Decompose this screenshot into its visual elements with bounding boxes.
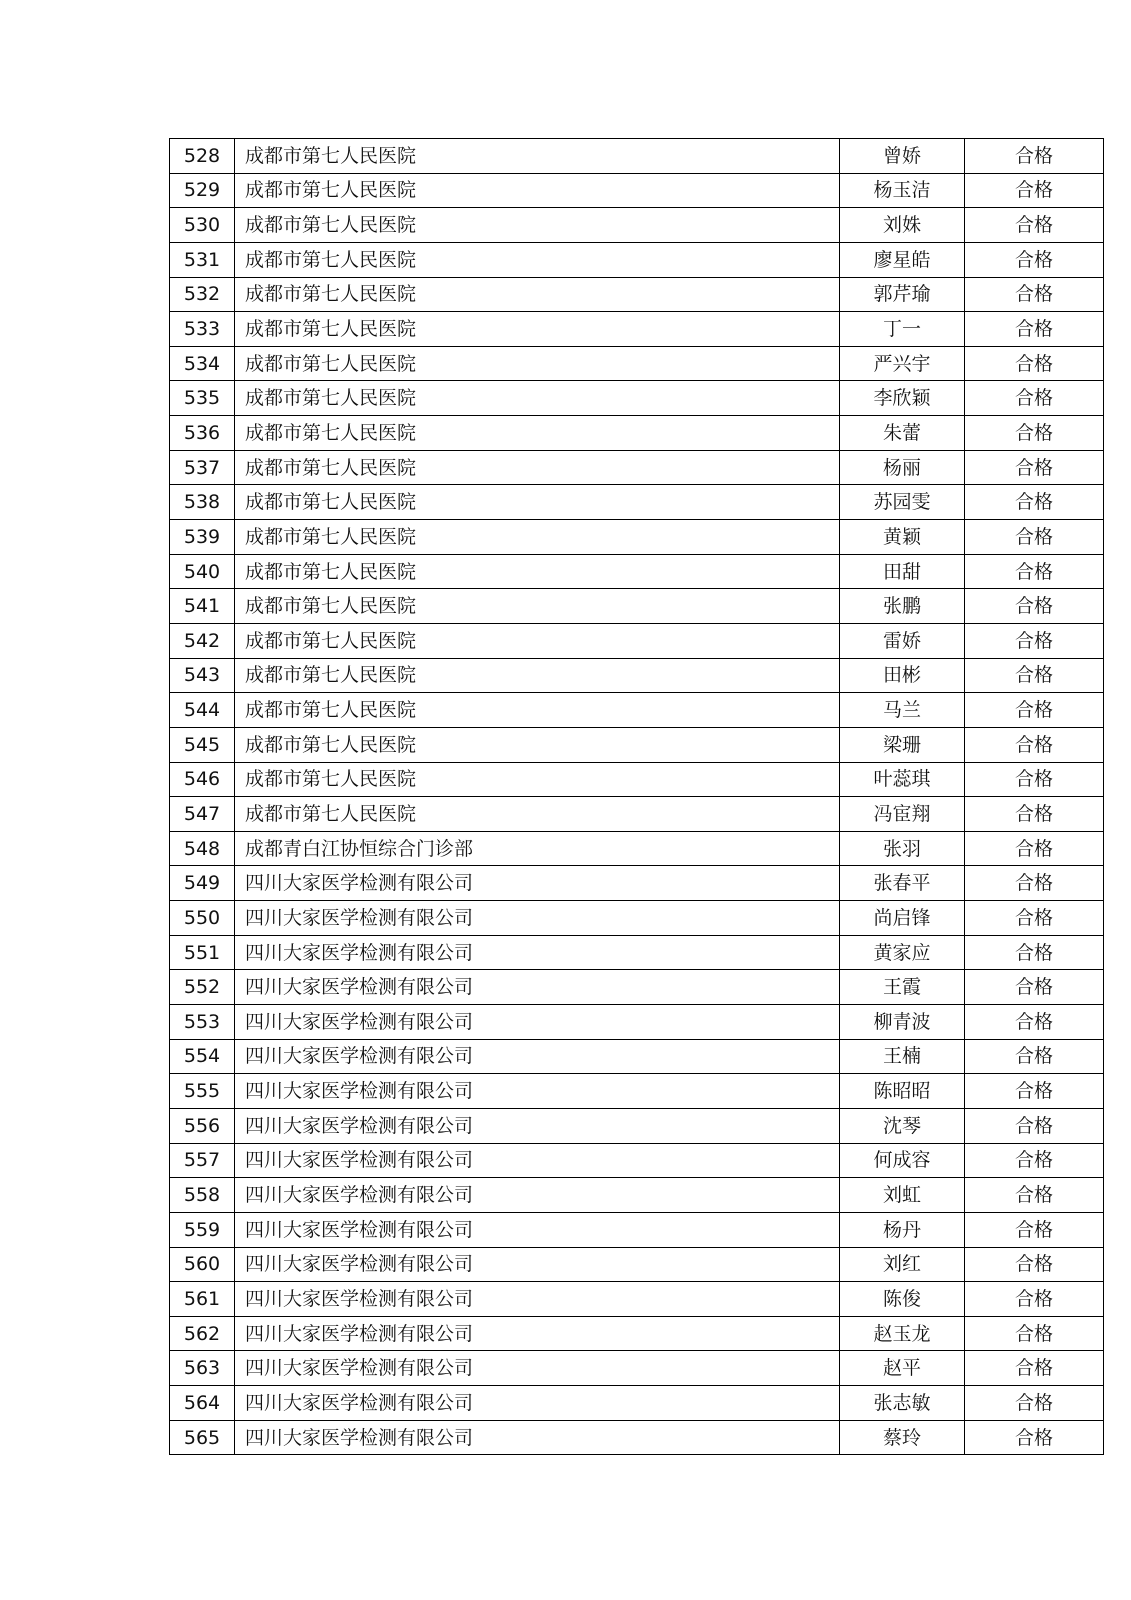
unit-cell: 成都市第七人民医院 — [235, 589, 840, 624]
result-cell: 合格 — [965, 485, 1104, 520]
unit-cell: 成都市第七人民医院 — [235, 208, 840, 243]
row-number-cell: 562 — [170, 1316, 235, 1351]
result-cell: 合格 — [965, 208, 1104, 243]
result-cell: 合格 — [965, 346, 1104, 381]
person-name-cell: 张志敏 — [840, 1386, 965, 1421]
result-cell: 合格 — [965, 277, 1104, 312]
table-row — [170, 1420, 1104, 1455]
unit-cell: 四川大家医学检测有限公司 — [235, 1074, 840, 1109]
table-row — [170, 1316, 1104, 1351]
row-number-cell: 539 — [170, 520, 235, 555]
table-row — [170, 797, 1104, 832]
result-cell: 合格 — [965, 1178, 1104, 1213]
person-name-cell: 赵玉龙 — [840, 1316, 965, 1351]
row-number-cell: 550 — [170, 901, 235, 936]
person-name-cell: 柳青波 — [840, 1005, 965, 1040]
result-cell: 合格 — [965, 589, 1104, 624]
row-number-cell: 552 — [170, 970, 235, 1005]
unit-cell: 四川大家医学检测有限公司 — [235, 1247, 840, 1282]
table-row — [170, 554, 1104, 589]
unit-cell: 四川大家医学检测有限公司 — [235, 901, 840, 936]
table-row — [170, 485, 1104, 520]
table-row — [170, 727, 1104, 762]
row-number-cell: 563 — [170, 1351, 235, 1386]
unit-cell: 成都市第七人民医院 — [235, 762, 840, 797]
person-name-cell: 蔡玲 — [840, 1420, 965, 1455]
row-number-cell: 540 — [170, 554, 235, 589]
result-cell: 合格 — [965, 139, 1104, 174]
row-number-cell: 549 — [170, 866, 235, 901]
unit-cell: 四川大家医学检测有限公司 — [235, 1351, 840, 1386]
person-name-cell: 张鹏 — [840, 589, 965, 624]
result-cell: 合格 — [965, 1108, 1104, 1143]
table-row — [170, 589, 1104, 624]
row-number-cell: 537 — [170, 450, 235, 485]
result-cell: 合格 — [965, 1386, 1104, 1421]
person-name-cell: 张羽 — [840, 831, 965, 866]
person-name-cell: 雷娇 — [840, 623, 965, 658]
person-name-cell: 冯宦翔 — [840, 797, 965, 832]
row-number-cell: 561 — [170, 1282, 235, 1317]
row-number-cell: 532 — [170, 277, 235, 312]
unit-cell: 成都市第七人民医院 — [235, 554, 840, 589]
person-name-cell: 王楠 — [840, 1039, 965, 1074]
person-name-cell: 刘姝 — [840, 208, 965, 243]
row-number-cell: 547 — [170, 797, 235, 832]
person-name-cell: 田彬 — [840, 658, 965, 693]
table-row — [170, 658, 1104, 693]
result-cell: 合格 — [965, 970, 1104, 1005]
result-cell: 合格 — [965, 623, 1104, 658]
row-number-cell: 554 — [170, 1039, 235, 1074]
row-number-cell: 544 — [170, 693, 235, 728]
row-number-cell: 564 — [170, 1386, 235, 1421]
person-name-cell: 郭芹瑜 — [840, 277, 965, 312]
row-number-cell: 545 — [170, 727, 235, 762]
result-cell: 合格 — [965, 866, 1104, 901]
unit-cell: 四川大家医学检测有限公司 — [235, 866, 840, 901]
row-number-cell: 542 — [170, 623, 235, 658]
result-cell: 合格 — [965, 1212, 1104, 1247]
table-row — [170, 242, 1104, 277]
unit-cell: 成都市第七人民医院 — [235, 416, 840, 451]
person-name-cell: 刘虹 — [840, 1178, 965, 1213]
unit-cell: 四川大家医学检测有限公司 — [235, 1386, 840, 1421]
unit-cell: 成都市第七人民医院 — [235, 450, 840, 485]
table-row — [170, 762, 1104, 797]
result-cell: 合格 — [965, 173, 1104, 208]
unit-cell: 成都市第七人民医院 — [235, 727, 840, 762]
unit-cell: 成都市第七人民医院 — [235, 485, 840, 520]
table-row — [170, 1039, 1104, 1074]
table-row — [170, 1143, 1104, 1178]
unit-cell: 成都市第七人民医院 — [235, 623, 840, 658]
table-row — [170, 623, 1104, 658]
table-row — [170, 831, 1104, 866]
person-name-cell: 陈俊 — [840, 1282, 965, 1317]
unit-cell: 成都市第七人民医院 — [235, 658, 840, 693]
person-name-cell: 马兰 — [840, 693, 965, 728]
table-row — [170, 173, 1104, 208]
table-row — [170, 1247, 1104, 1282]
row-number-cell: 556 — [170, 1108, 235, 1143]
results-table — [169, 138, 1104, 1455]
unit-cell: 四川大家医学检测有限公司 — [235, 970, 840, 1005]
row-number-cell: 551 — [170, 935, 235, 970]
person-name-cell: 严兴宇 — [840, 346, 965, 381]
result-cell: 合格 — [965, 1420, 1104, 1455]
row-number-cell: 536 — [170, 416, 235, 451]
person-name-cell: 陈昭昭 — [840, 1074, 965, 1109]
person-name-cell: 何成容 — [840, 1143, 965, 1178]
person-name-cell: 张春平 — [840, 866, 965, 901]
person-name-cell: 王霞 — [840, 970, 965, 1005]
person-name-cell: 尚启锋 — [840, 901, 965, 936]
table-row — [170, 139, 1104, 174]
table-row — [170, 1108, 1104, 1143]
person-name-cell: 黄颖 — [840, 520, 965, 555]
person-name-cell: 杨丹 — [840, 1212, 965, 1247]
person-name-cell: 廖星皓 — [840, 242, 965, 277]
unit-cell: 成都市第七人民医院 — [235, 242, 840, 277]
unit-cell: 成都市第七人民医院 — [235, 277, 840, 312]
person-name-cell: 杨丽 — [840, 450, 965, 485]
row-number-cell: 530 — [170, 208, 235, 243]
unit-cell: 成都市第七人民医院 — [235, 312, 840, 347]
row-number-cell: 541 — [170, 589, 235, 624]
unit-cell: 成都市第七人民医院 — [235, 139, 840, 174]
result-cell: 合格 — [965, 520, 1104, 555]
result-cell: 合格 — [965, 1282, 1104, 1317]
result-cell: 合格 — [965, 762, 1104, 797]
table-row — [170, 1074, 1104, 1109]
table-row — [170, 1005, 1104, 1040]
result-cell: 合格 — [965, 450, 1104, 485]
result-cell: 合格 — [965, 242, 1104, 277]
person-name-cell: 沈琴 — [840, 1108, 965, 1143]
unit-cell: 成都市第七人民医院 — [235, 381, 840, 416]
row-number-cell: 558 — [170, 1178, 235, 1213]
result-cell: 合格 — [965, 658, 1104, 693]
table-row — [170, 381, 1104, 416]
table-row — [170, 520, 1104, 555]
row-number-cell: 565 — [170, 1420, 235, 1455]
person-name-cell: 李欣颖 — [840, 381, 965, 416]
result-cell: 合格 — [965, 554, 1104, 589]
person-name-cell: 叶蕊琪 — [840, 762, 965, 797]
table-row — [170, 970, 1104, 1005]
row-number-cell: 534 — [170, 346, 235, 381]
person-name-cell: 苏园雯 — [840, 485, 965, 520]
table-row — [170, 935, 1104, 970]
result-cell: 合格 — [965, 1247, 1104, 1282]
person-name-cell: 黄家应 — [840, 935, 965, 970]
result-cell: 合格 — [965, 1316, 1104, 1351]
person-name-cell: 赵平 — [840, 1351, 965, 1386]
result-cell: 合格 — [965, 312, 1104, 347]
unit-cell: 四川大家医学检测有限公司 — [235, 1316, 840, 1351]
table-row — [170, 1386, 1104, 1421]
result-cell: 合格 — [965, 381, 1104, 416]
row-number-cell: 557 — [170, 1143, 235, 1178]
table-body — [170, 139, 1104, 1455]
result-cell: 合格 — [965, 1143, 1104, 1178]
unit-cell: 四川大家医学检测有限公司 — [235, 1212, 840, 1247]
table-row — [170, 901, 1104, 936]
row-number-cell: 543 — [170, 658, 235, 693]
unit-cell: 四川大家医学检测有限公司 — [235, 1282, 840, 1317]
result-cell: 合格 — [965, 935, 1104, 970]
unit-cell: 四川大家医学检测有限公司 — [235, 1420, 840, 1455]
person-name-cell: 田甜 — [840, 554, 965, 589]
result-cell: 合格 — [965, 693, 1104, 728]
result-cell: 合格 — [965, 416, 1104, 451]
table-row — [170, 312, 1104, 347]
unit-cell: 成都市第七人民医院 — [235, 693, 840, 728]
table-row — [170, 208, 1104, 243]
result-cell: 合格 — [965, 831, 1104, 866]
person-name-cell: 梁珊 — [840, 727, 965, 762]
table-row — [170, 346, 1104, 381]
table-row — [170, 1212, 1104, 1247]
result-cell: 合格 — [965, 1005, 1104, 1040]
result-cell: 合格 — [965, 797, 1104, 832]
unit-cell: 四川大家医学检测有限公司 — [235, 1143, 840, 1178]
unit-cell: 成都青白江协恒综合门诊部 — [235, 831, 840, 866]
table-row — [170, 693, 1104, 728]
row-number-cell: 548 — [170, 831, 235, 866]
unit-cell: 成都市第七人民医院 — [235, 797, 840, 832]
person-name-cell: 朱蕾 — [840, 416, 965, 451]
table-row — [170, 1282, 1104, 1317]
row-number-cell: 560 — [170, 1247, 235, 1282]
unit-cell: 成都市第七人民医院 — [235, 520, 840, 555]
table-row — [170, 1178, 1104, 1213]
row-number-cell: 553 — [170, 1005, 235, 1040]
unit-cell: 四川大家医学检测有限公司 — [235, 1178, 840, 1213]
result-cell: 合格 — [965, 901, 1104, 936]
person-name-cell: 丁一 — [840, 312, 965, 347]
row-number-cell: 531 — [170, 242, 235, 277]
unit-cell: 成都市第七人民医院 — [235, 173, 840, 208]
table-row — [170, 866, 1104, 901]
unit-cell: 四川大家医学检测有限公司 — [235, 1108, 840, 1143]
row-number-cell: 538 — [170, 485, 235, 520]
row-number-cell: 533 — [170, 312, 235, 347]
table-row — [170, 416, 1104, 451]
person-name-cell: 刘红 — [840, 1247, 965, 1282]
result-cell: 合格 — [965, 727, 1104, 762]
row-number-cell: 535 — [170, 381, 235, 416]
unit-cell: 四川大家医学检测有限公司 — [235, 1039, 840, 1074]
row-number-cell: 559 — [170, 1212, 235, 1247]
person-name-cell: 杨玉洁 — [840, 173, 965, 208]
row-number-cell: 529 — [170, 173, 235, 208]
result-cell: 合格 — [965, 1074, 1104, 1109]
person-name-cell: 曾娇 — [840, 139, 965, 174]
result-cell: 合格 — [965, 1351, 1104, 1386]
unit-cell: 成都市第七人民医院 — [235, 346, 840, 381]
unit-cell: 四川大家医学检测有限公司 — [235, 935, 840, 970]
table-row — [170, 450, 1104, 485]
table-row — [170, 1351, 1104, 1386]
row-number-cell: 555 — [170, 1074, 235, 1109]
row-number-cell: 528 — [170, 139, 235, 174]
unit-cell: 四川大家医学检测有限公司 — [235, 1005, 840, 1040]
row-number-cell: 546 — [170, 762, 235, 797]
table-row — [170, 277, 1104, 312]
result-cell: 合格 — [965, 1039, 1104, 1074]
